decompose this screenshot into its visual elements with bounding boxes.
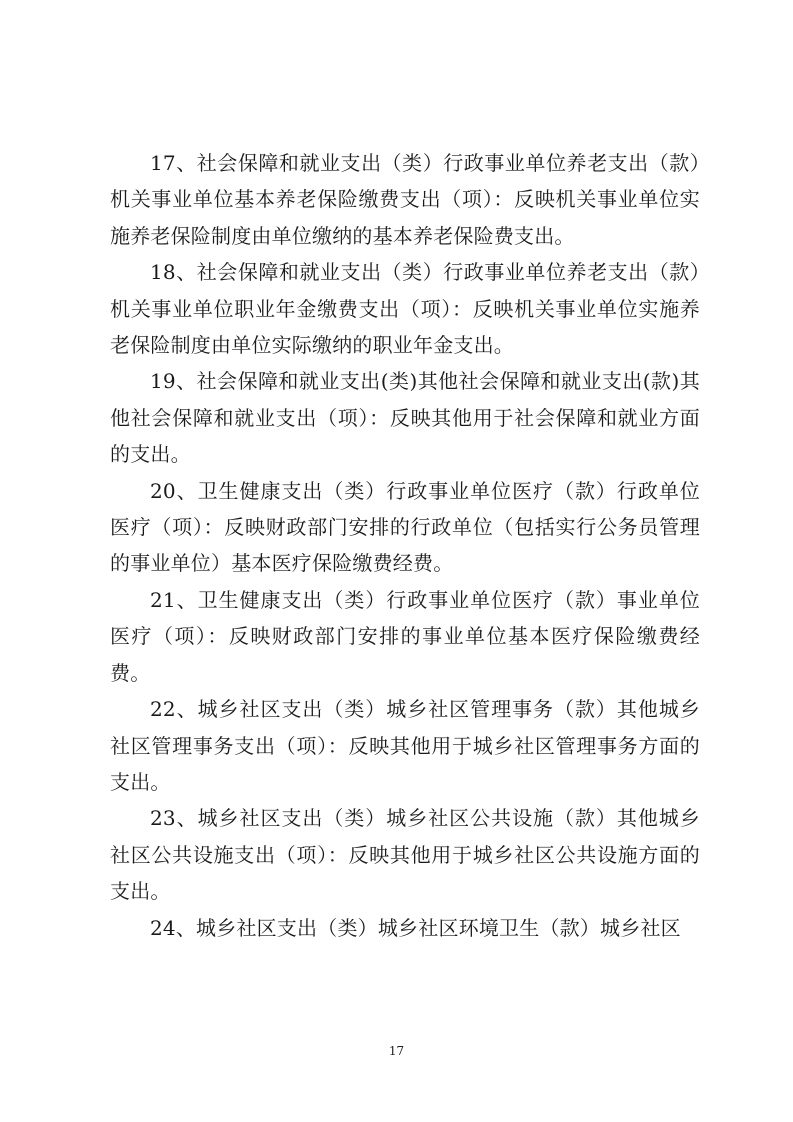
paragraph-19: 19、社会保障和就业支出(类)其他社会保障和就业支出(款)其他社会保障和就业支出（项）：反映其他用于社会保障和就业方面的支出。 — [110, 369, 700, 467]
page-number: 17 — [388, 1044, 405, 1058]
paragraph-24: 24、城乡社区支出（类）城乡社区环境卫生（款）城乡社区 — [150, 915, 681, 940]
paragraph-23: 23、城乡社区支出（类）城乡社区公共设施（款）其他城乡社区公共设施支出（项）：反映其他用于城乡社区公共设施方面的支出。 — [110, 806, 700, 904]
paragraph-21: 21、卫生健康支出（类）行政事业单位医疗（款）事业单位医疗（项）：反映财政部门安排的事业单位基本医疗保险缴费经费。 — [110, 587, 700, 685]
paragraph-22: 22、城乡社区支出（类）城乡社区管理事务（款）其他城乡社区管理事务支出（项）：反映其他用于城乡社区管理事务方面的支出。 — [110, 697, 700, 794]
document-body — [110, 145, 700, 946]
paragraph-20: 20、卫生健康支出（类）行政事业单位医疗（款）行政单位医疗（项）：反映财政部门安排的行政单位（包括实行公务员管理的事业单位）基本医疗保险缴费经费。 — [110, 478, 700, 576]
paragraph-17: 17、社会保障和就业支出（类）行政事业单位养老支出（款）机关事业单位基本养老保险缴费支出（项）：反映机关事业单位实施养老保险制度由单位缴纳的基本养老保险费支出。 — [110, 151, 700, 248]
paragraph-18: 18、社会保障和就业支出（类）行政事业单位养老支出（款）机关事业单位职业年金缴费支出（项）：反映机关事业单位实施养老保险制度由单位实际缴纳的职业年金支出。 — [110, 260, 700, 358]
